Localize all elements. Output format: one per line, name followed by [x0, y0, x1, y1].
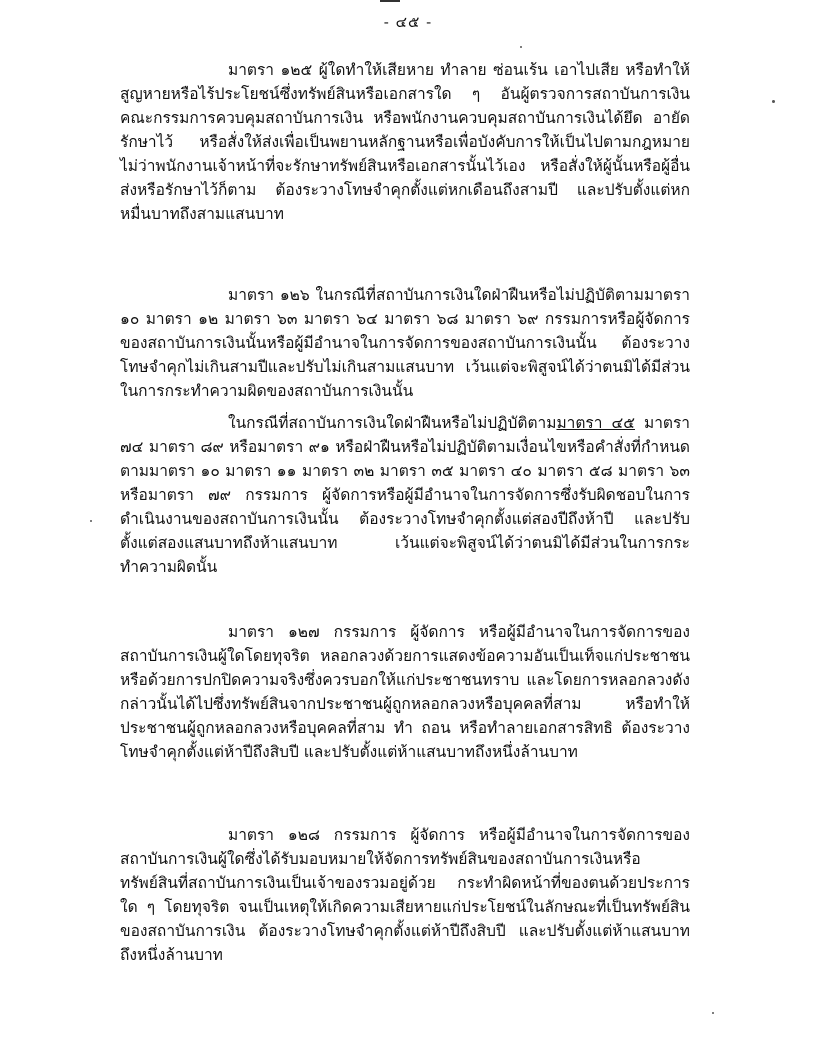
underlined-section-ref: มาตรา ๔๕: [556, 414, 635, 432]
section-126-paragraph-2: [120, 411, 690, 579]
section-128-paragraph: มาตรา ๑๒๘ กรรมการ ผู้จัดการ หรือผู้มีอำนาจในการจัดการของสถาบันการเงินผู้ใดซึ่งได้รับมอบหมายให้จัดการทรัพย์สินของสถาบันการเงินหรือทรัพย์สินที่สถาบันการเงินเป็นเจ้าของรวมอยู่ด้วย กระทำผิดหน้าที่ของตนด้วยประการใด ๆ โดยทุจริต จนเป็นเหตุให้เกิดความเสียหายแก่ประโยชน์ในลักษณะที่เป็นทรัพย์สินของสถาบันการเงิน ต้องระวางโทษจำคุกตั้งแต่ห้าปีถึงสิบปี และปรับตั้งแต่ห้าแสนบาทถึงหนึ่งล้านบาท: [120, 826, 690, 964]
scan-speck: [772, 100, 775, 103]
scan-speck: [520, 46, 522, 48]
scan-mark: [380, 0, 400, 2]
section-127: [120, 620, 690, 764]
page-number: - ๔๕ -: [383, 13, 433, 31]
section-127-paragraph: มาตรา ๑๒๗ กรรมการ ผู้จัดการ หรือผู้มีอำนาจในการจัดการของสถาบันการเงินผู้ใดโดยทุจริต หลอกลวงด้วยการแสดงข้อความอันเป็นเท็จแก่ประชาชน หรือด้วยการปกปิดความจริงซึ่งควรบอกให้แก่ประชาชนทราบ และโดยการหลอกลวงดังกล่าวนั้นได้ไปซึ่งทรัพย์สินจากประชาชนผู้ถูกหลอกลวงหรือบุคคลที่สาม หรือทำให้ประชาชนผู้ถูกหลอกลวงหรือบุคคลที่สาม ทำ ถอน หรือทำลายเอกสารสิทธิ ต้องระวางโทษจำคุกตั้งแต่ห้าปีถึงสิบปี และปรับตั้งแต่ห้าแสนบาทถึงหนึ่งล้านบาท: [120, 623, 690, 761]
section-128: [120, 823, 690, 967]
paragraph-2-rest-text: มาตรา ๗๔ มาตรา ๘๙ หรือมาตรา ๙๑ หรือฝ่าฝืนหรือไม่ปฏิบัติตามเงื่อนไขหรือคำสั่งที่กำหนดตามมาตรา ๑๐ มาตรา ๑๑ มาตรา ๓๒ มาตรา ๓๕ มาตรา ๔๐ มาตรา ๕๘ มาตรา ๖๓ หรือมาตรา ๗๙ กรรมการ ผู้จัดการหรือผู้มีอำนาจในการจัดการซึ่งรับผิดชอบในการดำเนินงานของสถาบันการเงินนั้น ต้องระวางโทษจำคุกตั้งแต่สองปีถึงห้าปี และปรับตั้งแต่สองแสนบาทถึงห้าแสนบาท เว้นแต่จะพิสูจน์ได้ว่าตนมิได้มีส่วนในการกระทำความผิดนั้น: [120, 414, 690, 576]
section-125-paragraph: มาตรา ๑๒๕ ผู้ใดทำให้เสียหาย ทำลาย ซ่อนเร้น เอาไปเสีย หรือทำให้สูญหายหรือไร้ประโยชน์ซึ่งทรัพย์สินหรือเอกสารใด ๆ อันผู้ตรวจการสถาบันการเงิน คณะกรรมการควบคุมสถาบันการเงิน หรือพนักงานควบคุมสถาบันการเงินได้ยึด อายัด รักษาไว้ หรือสั่งให้ส่งเพื่อเป็นพยานหลักฐานหรือเพื่อบังคับการให้เป็นไปตามกฎหมาย ไม่ว่าพนักงานเจ้าหน้าที่จะรักษาทรัพย์สินหรือเอกสารนั้นไว้เอง หรือสั่งให้ผู้นั้นหรือผู้อื่นส่งหรือรักษาไว้ก็ตาม ต้องระวางโทษจำคุกตั้งแต่หกเดือนถึงสามปี และปรับตั้งแต่หกหมื่นบาทถึงสามแสนบาท: [120, 61, 690, 223]
scan-speck: [90, 520, 92, 522]
section-125: [120, 58, 690, 226]
section-126: [120, 283, 690, 579]
scan-speck: [712, 1012, 714, 1014]
section-126-paragraph-1: มาตรา ๑๒๖ ในกรณีที่สถาบันการเงินใดฝ่าฝืนหรือไม่ปฏิบัติตามมาตรา ๑๐ มาตรา ๑๒ มาตรา ๖๓ มาตรา ๖๔ มาตรา ๖๘ มาตรา ๖๙ กรรมการหรือผู้จัดการของสถาบันการเงินนั้นหรือผู้มีอำนาจในการจัดการของสถาบันการเงินนั้น ต้องระวางโทษจำคุกไม่เกินสามปีและปรับไม่เกินสามแสนบาท เว้นแต่จะพิสูจน์ได้ว่าตนมิได้มีส่วนในการกระทำความผิดของสถาบันการเงินนั้น: [120, 286, 690, 400]
paragraph-2-lead-text: ในกรณีที่สถาบันการเงินใดฝ่าฝืนหรือไม่ปฏิบัติตาม: [228, 414, 557, 432]
